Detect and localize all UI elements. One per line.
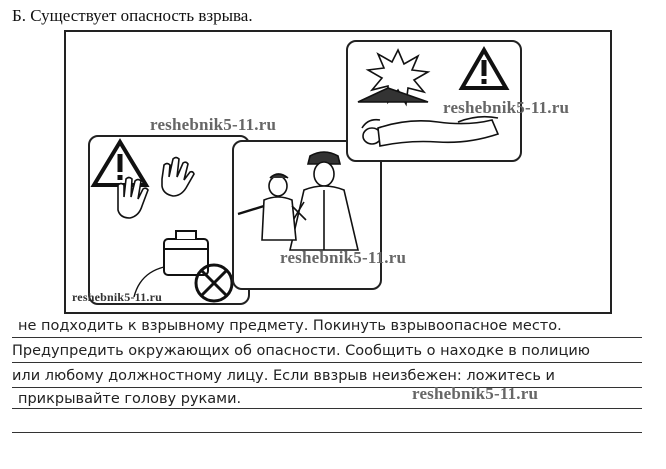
watermark: reshebnik5-11.ru: [150, 115, 277, 134]
watermark: reshebnik5-11.ru: [72, 290, 162, 304]
warning-triangle-icon: [94, 142, 146, 185]
watermark: reshebnik5-11.ru: [443, 98, 570, 117]
ruled-line: [12, 387, 642, 388]
boy-figure: [238, 174, 306, 240]
explosion-icon: [358, 50, 428, 104]
watermark: reshebnik5-11.ru: [412, 384, 539, 403]
officer-figure: [288, 152, 358, 250]
lying-person-figure: [362, 117, 498, 146]
ruled-line: [12, 432, 642, 433]
warning-triangle-icon: [462, 50, 506, 88]
watermark: reshebnik5-11.ru: [280, 248, 407, 267]
task-heading: Б. Существует опасность взрыва.: [12, 6, 253, 25]
panel-do-not-touch: [88, 135, 250, 305]
answer-line-3: или любому должностному лицу. Если ввзрыв неизбежен: ложитесь и: [12, 368, 555, 384]
answer-line-2: Предупредить окружающих об опасности. Сообщить о находке в полицию: [12, 343, 590, 359]
ruled-line: [12, 362, 642, 363]
ruled-line: [12, 408, 642, 409]
ruled-line: [12, 337, 642, 338]
answer-line-1: не подходить к взрывному предмету. Покинуть взрывоопасное место.: [18, 318, 562, 334]
answer-line-4: прикрывайте голову руками.: [18, 391, 242, 407]
crossed-circle-icon: [196, 265, 232, 301]
